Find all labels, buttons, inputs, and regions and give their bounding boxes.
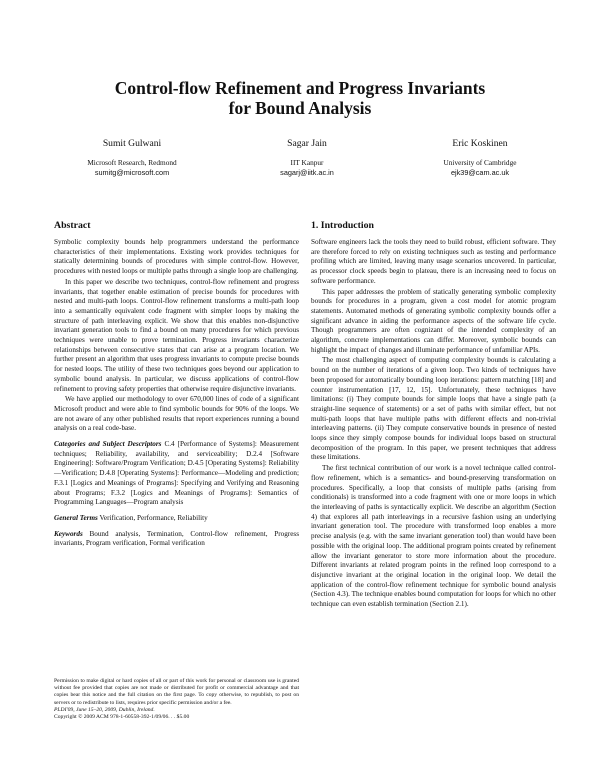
general-terms-block xyxy=(54,514,299,524)
author-2 xyxy=(217,138,397,178)
intro-paragraph-2: This paper addresses the problem of statically generating symbolic complexity bounds for procedures in a program, given a cost model for atomic program statements. Automated methods of generating symbolic complexity bounds offer a significant advance in aiding the performance aspects of the software life cycle. Though programmers are often cognizant of the intended complexity of an algorithm, concrete implementations can differ. Moreover, symbolic bounds can highlight the impact of changes and illuminate performance of unfamiliar APIs. xyxy=(311,287,556,354)
author-name: Eric Koskinen xyxy=(452,138,508,149)
categories-label: Categories and Subject Descriptors xyxy=(54,440,162,449)
abstract-heading: Abstract xyxy=(54,220,91,231)
abstract-paragraph-1: Symbolic complexity bounds help programmers understand the performance characteristics of their implementations. Existing work provides techniques for statically determining bounds of procedures with simple control-flow. However, procedures with nested loops or multiple paths through a single loop are challenging. xyxy=(54,238,299,276)
author-3 xyxy=(390,138,570,178)
intro-paragraph-3: The most challenging aspect of computing complexity bounds is calculating a bound on the number of iterations of a given loop. Two kinds of techniques have been proposed for automatically bounding loop iterations: pattern matching [18] and counter instrumentation [17, 12, 15]. Unfortunately, these techniques have limitations: (i) They compute bounds for simple loops that have a single path (a straight-line sequence of statements) or a set of paths with similar effect, but not multi-path loops that have multiple paths with different effects and non-trivial interleaving patterns. (ii) They compute conservative bounds in presence of nested loops since they simply compose bounds for individual loops based on structural decomposition of the program. In this paper, we present techniques that address these limitations. xyxy=(311,356,556,462)
paper-title xyxy=(0,78,600,118)
abstract-paragraph-3: We have applied our methodology to over 670,000 lines of code of a significant Microsoft product and were able to find symbolic bounds for 90% of the loops. We are not aware of any other published results that report experiences running a bound analysis on a real code-base. xyxy=(54,395,299,433)
author-1 xyxy=(42,138,222,178)
author-affiliation: University of Cambridge xyxy=(443,158,517,167)
author-name: Sumit Gulwani xyxy=(102,138,162,149)
author-email[interactable]: sagarj@iitk.ac.in xyxy=(280,168,334,177)
categories-block xyxy=(54,440,299,508)
keywords-text: Bound analysis, Termination, Control-flow refinement, Progress invariants, Program verification, Formal verification xyxy=(54,529,299,548)
right-column xyxy=(311,220,556,610)
permission-text: Permission to make digital or hard copies of all or part of this work for personal or classroom use is granted without fee provided that copies are not made or distributed for profit or commercial advantage and that copies bear this notice and the full citation on the first page. To copy otherwise, to republish, to post on servers or to redistribute to lists, requires prior specific permission and/or a fee. xyxy=(54,678,299,706)
venue-line: PLDI'09, June 15–20, 2009, Dublin, Ireland. xyxy=(54,706,155,713)
title-line-2: for Bound Analysis xyxy=(228,98,372,118)
title-line-1: Control-flow Refinement and Progress Invariants xyxy=(114,78,486,98)
categories-text: C.4 [Performance of Systems]: Measurement techniques; Reliability, availability, and serviceability; D.2.4 [Software Engineering]: Software/Program Verification; D.4.5 [Operating Systems]: Reliability—Verification; D.4.8 [Operating Systems]: Performance—Modeling and prediction; F.3.1 [Logics and Meanings of Programs]: Specifying and Verifying and Reasoning about Programs; F.3.2 [Logics and Meanings of Programs]: Semantics of Programming Languages—Program analysis xyxy=(54,440,299,507)
keywords-block xyxy=(54,530,299,549)
copyright-line: Copyright © 2009 ACM 978-1-60558-392-1/09/06. . . $5.00 xyxy=(54,714,190,721)
author-name: Sagar Jain xyxy=(287,138,327,149)
intro-paragraph-1: Software engineers lack the tools they need to build robust, efficient software. They are therefore forced to rely on existing techniques such as testing and performance profiling which are limited, leaving many usage scenarios uncovered. In particular, as processor clock speeds begin to plateau, there is an increasing need to focus on software performance. xyxy=(311,238,556,285)
introduction-heading: 1. Introduction xyxy=(311,220,374,231)
author-affiliation: IIT Kanpur xyxy=(290,158,324,167)
abstract-paragraph-2: In this paper we describe two techniques, control-flow refinement and progress invariants, that together enable estimation of precise bounds for procedures with nested and multi-path loops. Control-flow refinement transforms a multi-path loop into a semantically equivalent code fragment with simpler loops by making the structure of path interleaving explicit. We show that this enables non-disjunctive invariant generation tools to find a bound on many procedures for which previous techniques were unable to prove termination. Progress invariants characterize relationships between consecutive states that can arise at a program location. We further present an algorithm that uses progress invariants to compute precise bounds for nested loops. The utility of these two techniques goes beyond our application to symbolic bound analysis. In particular, we discuss applications of control-flow refinement to proving safety properties that otherwise require disjunctive invariants. xyxy=(54,277,299,393)
intro-paragraph-4: The first technical contribution of our work is a novel technique called control-flow refinement, which is a semantics- and bound-preserving transformation on procedures. Specifically, a loop that consists of multiple paths (arising from conditionals) is transformed into a code fragment with one or more loops in which the interleaving of paths is syntactically explicit. We describe an algorithm (Section 4) that explores all path interleavings in a recursive fashion using an underlying invariant generation tool. The procedure with transformed loop enables a more precise analysis (e.g. with the same invariant generation tool) than would have been possible with the original loop. The additional program points created by refinement allow the invariant generator to store more information about the procedure. Different invariants at related program points in the refined loop correspond to a disjunctive invariant at the original location in the original loop. We detail the application of the control-flow refinement technique for symbolic bound analysis (Section 4.3). The technique enables bound computation for loops for which no other technique can even establish termination (Section 2.1). xyxy=(311,464,556,609)
general-terms-label: General Terms xyxy=(54,513,98,522)
author-email[interactable]: ejk39@cam.ac.uk xyxy=(450,168,510,177)
keywords-label: Keywords xyxy=(54,529,83,538)
author-affiliation: Microsoft Research, Redmond xyxy=(87,158,177,167)
left-column xyxy=(54,220,299,549)
permission-notice xyxy=(54,678,299,721)
general-terms-text: Verification, Performance, Reliability xyxy=(99,513,208,522)
author-email[interactable]: sumitg@microsoft.com xyxy=(94,168,170,177)
